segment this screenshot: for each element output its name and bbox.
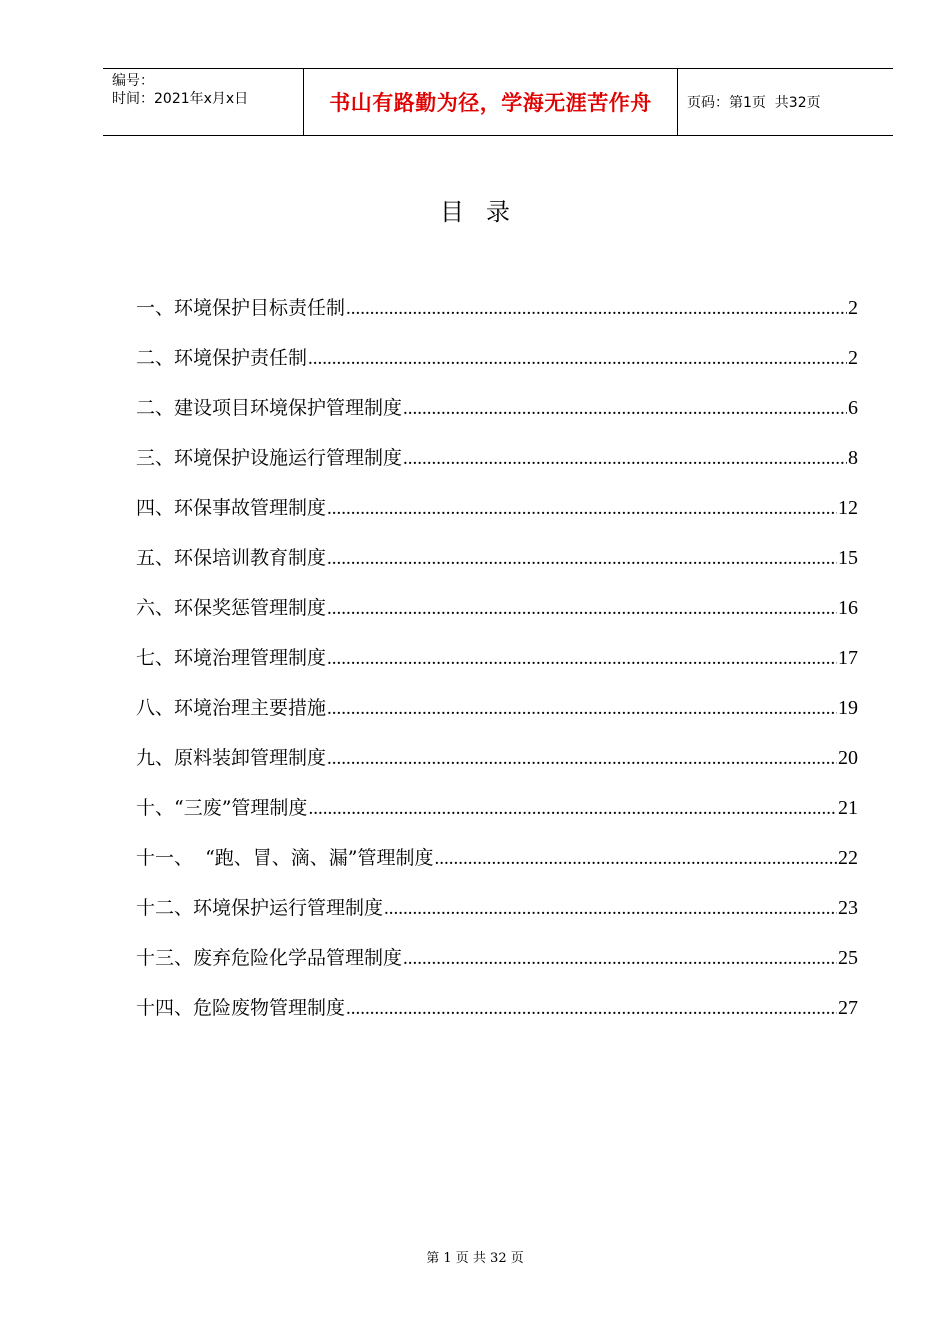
toc-entry-label: 八、环境治理主要措施 — [136, 697, 327, 719]
toc-entry-label: 二、建设项目环境保护管理制度 — [136, 397, 403, 419]
page-footer: 第 1 页 共 32 页 — [426, 1251, 524, 1266]
toc-entry[interactable] — [136, 642, 858, 692]
toc-entry-page: 22 — [838, 847, 858, 869]
toc-entry-page: 20 — [838, 747, 858, 769]
toc-dot-leader — [346, 293, 847, 325]
toc-dot-leader — [403, 943, 837, 975]
page-header — [103, 68, 893, 136]
header-page-info: 页码：第1页 共32页 — [687, 95, 821, 111]
toc-entry-label: 十二、环境保护运行管理制度 — [136, 897, 384, 919]
toc-dot-leader — [308, 343, 847, 375]
toc-entry[interactable] — [136, 492, 858, 542]
toc-entry-page: 16 — [838, 597, 858, 619]
toc-entry-page: 2 — [848, 297, 858, 319]
toc-entry-label: 十、“三废”管理制度 — [136, 797, 308, 819]
header-time-label: 时间：2021年x月x日 — [112, 91, 249, 107]
toc-entry-label: 十三、废弃危险化学品管理制度 — [136, 947, 403, 969]
toc-entry[interactable] — [136, 992, 858, 1042]
toc-entry[interactable] — [136, 292, 858, 342]
toc-dot-leader — [435, 843, 837, 875]
toc-dot-leader — [346, 993, 837, 1025]
toc-entry-label: 五、环保培训教育制度 — [136, 547, 327, 569]
table-of-contents — [136, 292, 858, 1042]
toc-entry[interactable] — [136, 792, 858, 842]
toc-entry-page: 2 — [848, 347, 858, 369]
toc-dot-leader — [384, 893, 837, 925]
toc-entry-label: 六、环保奖惩管理制度 — [136, 597, 327, 619]
toc-entry[interactable] — [136, 542, 858, 592]
toc-entry-page: 23 — [838, 897, 858, 919]
toc-entry[interactable] — [136, 942, 858, 992]
header-number-label: 编号： — [112, 73, 154, 89]
toc-entry[interactable] — [136, 392, 858, 442]
toc-entry-label: 二、环境保护责任制 — [136, 347, 308, 369]
toc-dot-leader — [403, 393, 847, 425]
header-motto: 书山有路勤为径，学海无涯苦作舟 — [304, 69, 678, 135]
toc-dot-leader — [327, 543, 837, 575]
header-meta — [103, 69, 304, 135]
toc-dot-leader — [327, 593, 837, 625]
toc-entry-page: 19 — [838, 697, 858, 719]
toc-dot-leader — [403, 443, 847, 475]
toc-entry[interactable] — [136, 842, 858, 892]
toc-entry[interactable] — [136, 742, 858, 792]
toc-entry-label: 四、环保事故管理制度 — [136, 497, 327, 519]
toc-dot-leader — [308, 793, 837, 825]
toc-dot-leader — [327, 643, 837, 675]
toc-entry-page: 8 — [848, 447, 858, 469]
toc-entry[interactable] — [136, 342, 858, 392]
toc-dot-leader — [327, 743, 837, 775]
toc-entry-label: 七、环境治理管理制度 — [136, 647, 327, 669]
toc-entry[interactable] — [136, 692, 858, 742]
toc-entry-label: 九、原料装卸管理制度 — [136, 747, 327, 769]
toc-entry-label: 十四、危险废物管理制度 — [136, 997, 346, 1019]
toc-entry-page: 21 — [838, 797, 858, 819]
toc-entry-page: 12 — [838, 497, 858, 519]
toc-entry-page: 27 — [838, 997, 858, 1019]
toc-entry[interactable] — [136, 592, 858, 642]
toc-entry-label: 三、环境保护设施运行管理制度 — [136, 447, 403, 469]
toc-entry[interactable] — [136, 892, 858, 942]
toc-entry[interactable] — [136, 442, 858, 492]
toc-entry-page: 15 — [838, 547, 858, 569]
toc-entry-page: 6 — [848, 397, 858, 419]
toc-entry-label: 十一、 “跑、冒、滴、漏”管理制度 — [136, 847, 434, 869]
toc-entry-label: 一、环境保护目标责任制 — [136, 297, 346, 319]
toc-entry-page: 17 — [838, 647, 858, 669]
toc-dot-leader — [327, 693, 837, 725]
page-title: 目录 — [440, 198, 532, 226]
toc-dot-leader — [327, 493, 837, 525]
toc-entry-page: 25 — [838, 947, 858, 969]
